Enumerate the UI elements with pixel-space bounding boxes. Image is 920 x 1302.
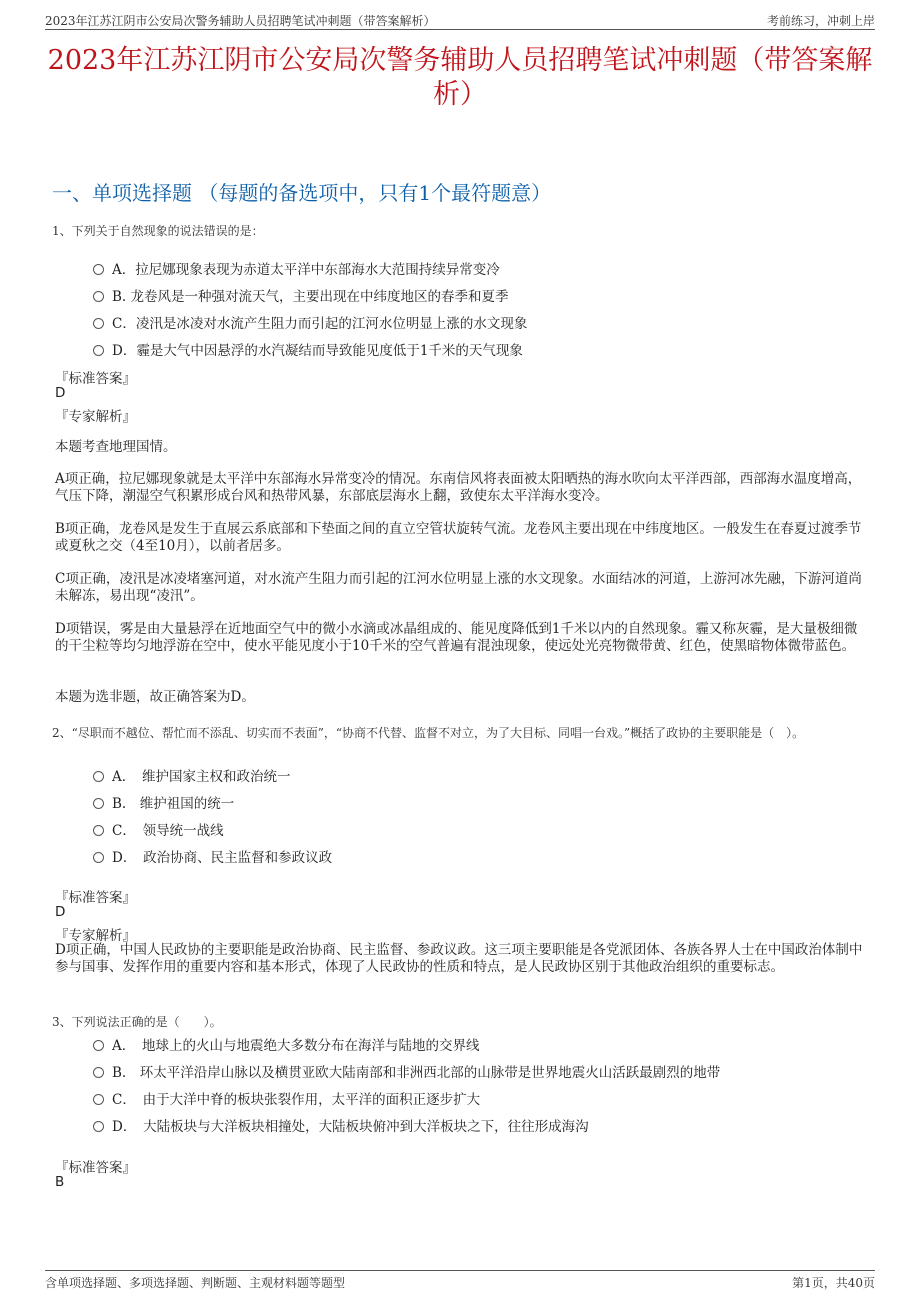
footer-question-types: 含单项选择题、多项选择题、判断题、主观材料题等题型 (45, 1276, 346, 1290)
section-heading: 一、单项选择题 （每题的备选项中，只有1个最符题意） (52, 181, 552, 205)
page-title: 2023年江苏江阴市公安局次警务辅助人员招聘笔试冲刺题（带答案解析） (47, 45, 873, 110)
radio-icon[interactable] (93, 345, 104, 356)
q1-option-b[interactable]: B. 龙卷风是一种强对流天气，主要出现在中纬度地区的春季和夏季 (93, 285, 509, 305)
q2-option-b[interactable]: B. 维护祖国的统一 (93, 792, 234, 812)
q2-expert-label: 『专家解析』 (55, 928, 136, 944)
radio-icon[interactable] (93, 1040, 104, 1051)
q3-std-answer-label: 『标准答案』 (55, 1160, 136, 1176)
q1-expert-label: 『专家解析』 (55, 409, 136, 425)
radio-icon[interactable] (93, 318, 104, 329)
q3-option-c[interactable]: C． 由于大洋中脊的板块张裂作用，太平洋的面积正逐步扩大 (93, 1088, 480, 1108)
header-slogan: 考前练习，冲刺上岸 (766, 14, 875, 28)
q1-explain-c: C项正确，凌汛是冰凌堵塞河道，对水流产生阻力而引起的江河水位明显上涨的水文现象。水面结冰的河道，上游河冰先融，下游河道尚未解冻，易出现“凌汛”。 (55, 571, 862, 604)
q1-answer: D (55, 385, 66, 401)
q1-explain-d: D项错误，雾是由大量悬浮在近地面空气中的微小水滴或冰晶组成的、能见度降低到1千米以内的自然现象。霾又称灰霾，是大量极细微的干尘粒等均匀地浮游在空中，使水平能见度小于10千米的空气普遍有混浊现象，使远处光亮物微带黄、红色，使黑暗物体微带蓝色。 (55, 621, 858, 654)
radio-icon[interactable] (93, 291, 104, 302)
q3-option-d[interactable]: D． 大陆板块与大洋板块相撞处，大陆板块俯冲到大洋板块之下，往往形成海沟 (93, 1115, 589, 1135)
q2-option-c[interactable]: C． 领导统一战线 (93, 819, 224, 839)
q1-explain-b: B项正确，龙卷风是发生于直展云系底部和下垫面之间的直立空管状旋转气流。龙卷风主要出现在中纬度地区。一般发生在春夏过渡季节或夏秋之交（4至10月），以前者居多。 (55, 521, 862, 554)
q3-answer: B (55, 1174, 65, 1190)
radio-icon[interactable] (93, 771, 104, 782)
radio-icon[interactable] (93, 1067, 104, 1078)
q1-std-answer-label: 『标准答案』 (55, 371, 136, 387)
q1-explain-conclusion: 本题为选非题，故正确答案为D。 (55, 689, 255, 705)
q1-option-d[interactable]: D．霾是大气中因悬浮的水汽凝结而导致能见度低于1千米的天气现象 (93, 339, 523, 359)
header-doc-title: 2023年江苏江阴市公安局次警务辅助人员招聘笔试冲刺题（带答案解析） (45, 14, 436, 28)
q1-explain-a: A项正确，拉尼娜现象就是太平洋中东部海水异常变冷的情况。东南信风将表面被太阳晒热的海水吹向太平洋西部，西部海水温度增高，气压下降，潮湿空气积累形成台风和热带风暴，东部底层海水上翻，致使东太平洋海水变冷。 (55, 471, 862, 504)
q1-option-a[interactable]: A．拉尼娜现象表现为赤道太平洋中东部海水大范围持续异常变冷 (93, 258, 500, 278)
header-divider (45, 29, 875, 30)
footer-divider (45, 1270, 875, 1271)
q2-explain: D项正确，中国人民政协的主要职能是政治协商、民主监督、参政议政。这三项主要职能是各党派团体、各族各界人士在中国政治体制中参与国事、发挥作用的重要内容和基本形式，体现了人民政协的性质和特点，是人民政协区别于其他政治组织的重要标志。 (55, 942, 863, 975)
q2-answer: D (55, 904, 66, 920)
q2-option-d[interactable]: D． 政治协商、民主监督和参政议政 (93, 846, 332, 866)
question-2-stem: 2、“尽职而不越位、帮忙而不添乱、切实而不表面”，“协商不代替、监督不对立，为了大目标、同唱一台戏。”概括了政协的主要职能是（ ）。 (52, 726, 805, 740)
question-1-stem: 1、下列关于自然现象的说法错误的是： (52, 224, 264, 238)
question-3-stem: 3、下列说法正确的是（ ）。 (52, 1015, 222, 1029)
q1-option-c[interactable]: C．凌汛是冰凌对水流产生阻力而引起的江河水位明显上涨的水文现象 (93, 312, 527, 332)
q3-option-b[interactable]: B. 环太平洋沿岸山脉以及横贯亚欧大陆南部和非洲西北部的山脉带是世界地震火山活跃最剧烈的地带 (93, 1061, 720, 1081)
radio-icon[interactable] (93, 825, 104, 836)
q3-option-a[interactable]: A． 地球上的火山与地震绝大多数分布在海洋与陆地的交界线 (93, 1034, 480, 1054)
radio-icon[interactable] (93, 798, 104, 809)
q1-explain-intro: 本题考查地理国情。 (55, 439, 177, 455)
q2-option-a[interactable]: A． 维护国家主权和政治统一 (93, 765, 291, 785)
radio-icon[interactable] (93, 1121, 104, 1132)
q2-std-answer-label: 『标准答案』 (55, 890, 136, 906)
radio-icon[interactable] (93, 264, 104, 275)
footer-page-number: 第1页，共40页 (792, 1276, 875, 1290)
radio-icon[interactable] (93, 1094, 104, 1105)
radio-icon[interactable] (93, 852, 104, 863)
